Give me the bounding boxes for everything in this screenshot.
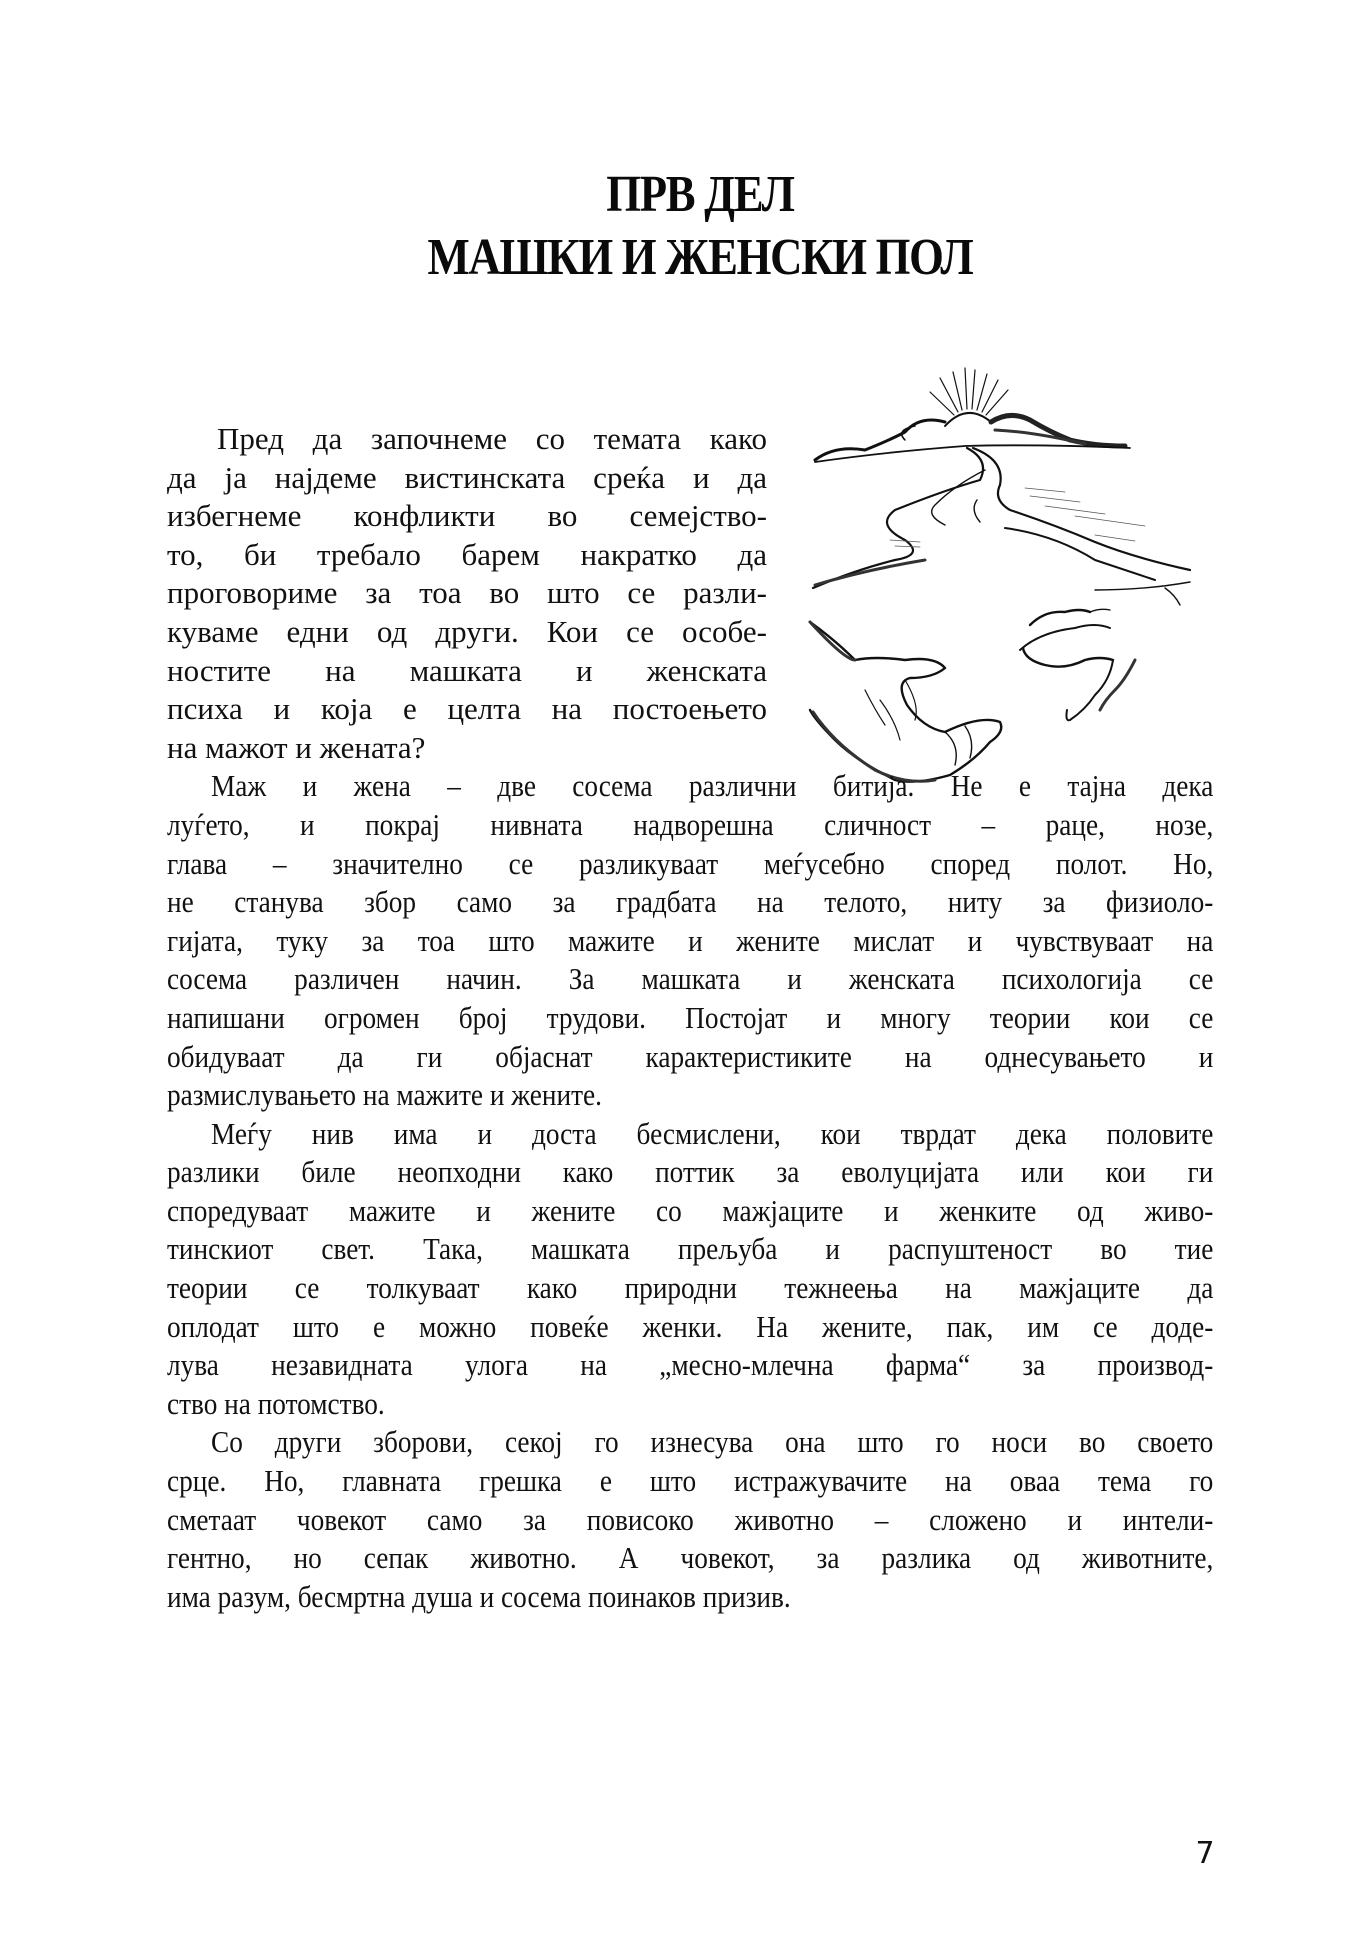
- text-line: на мажот и жената?: [167, 729, 426, 765]
- text-line: оплодат што е можно повеќе женки. На жените, пак, им се доде-: [167, 1308, 1214, 1344]
- text-line: споредуваат мажите и жените со мажјаците и женките од живо-: [167, 1192, 1214, 1228]
- text-line: напишани огромен број трудови. Постојат и многу теории кои се: [167, 999, 1214, 1035]
- text-line: Со други зборови, секој го изнесува она што го носи во своето: [211, 1424, 1214, 1460]
- text-line: ство на потомство.: [167, 1385, 385, 1421]
- paragraph-1: [167, 420, 767, 767]
- text-line: тинскиот свет. Така, машката прељуба и распуштеност во тие: [167, 1231, 1214, 1267]
- text-line: лува незавидната улога на „месно-млечна фарма“ за производ-: [167, 1347, 1214, 1383]
- page-number: 7: [1195, 1836, 1215, 1871]
- text-line: гијата, туку за тоа што мажите и жените мислат и чувствуваат на: [167, 922, 1214, 958]
- paragraph-2: [167, 767, 1213, 1114]
- part-label: ПРВ ДЕЛ: [606, 166, 794, 223]
- text-line: ностите на машката и женската: [167, 652, 767, 688]
- text-line: проговориме за тоа во што се разли-: [167, 575, 767, 611]
- text-line: сосема различен начин. За машката и женската психологија се: [167, 961, 1214, 997]
- text-line: Маж и жена – две сосема различни битија. Не е тајна дека: [211, 768, 1214, 804]
- text-line: разлики биле неопходни како поттик за еволуцијата или кои ги: [167, 1154, 1214, 1190]
- text-line: куваме едни од други. Кои се особе-: [167, 613, 767, 649]
- text-line: луѓето, и покрај нивната надворешна сличност – раце, нозе,: [167, 806, 1214, 842]
- sun-rays: [930, 368, 1008, 415]
- text-line: глава – значително се разликуваат меѓусебно според полот. Но,: [167, 845, 1214, 881]
- text-line: да ја најдеме вистинската среќа и да: [167, 459, 767, 495]
- text-line: размислувањето на мажите и жените.: [167, 1077, 602, 1113]
- paragraph-4: [167, 1423, 1213, 1616]
- text-line: сметаат човекот само за повисоко животно – сложено и интели-: [167, 1501, 1214, 1537]
- condensed-text-block: [167, 767, 1213, 1616]
- text-line: гентно, но сепак животно. А човекот, за разлика од животните,: [167, 1540, 1214, 1576]
- body-text: [167, 420, 1213, 1616]
- paragraph-3: [167, 1115, 1213, 1424]
- text-line: не станува збор само за градбата на телото, ниту за физиоло-: [167, 884, 1214, 920]
- text-line: Меѓу нив има и доста бесмислени, кои тврдат дека половите: [211, 1115, 1214, 1151]
- chapter-heading: [98, 163, 1302, 289]
- text-line: избегнеме конфликти во семејство-: [167, 498, 767, 534]
- text-line: срце. Но, главната грешка е што истражувачите на оваа тема го: [167, 1463, 1214, 1499]
- text-line: Пред да започнеме со темата како: [217, 421, 767, 456]
- text-line: има разум, бесмртна душа и сосема поинаков призив.: [167, 1578, 791, 1614]
- text-line: теории се толкуваат како природни тежнеења на мажјаците да: [167, 1270, 1214, 1306]
- text-line: то, би требало барем накратко да: [167, 536, 767, 572]
- text-line: психа и која е целта на постоењето: [167, 691, 767, 727]
- chapter-title: МАШКИ И ЖЕНСКИ ПОЛ: [427, 229, 973, 286]
- text-line: обидуваат да ги објаснат карактеристиките на однесувањето и: [167, 1038, 1214, 1074]
